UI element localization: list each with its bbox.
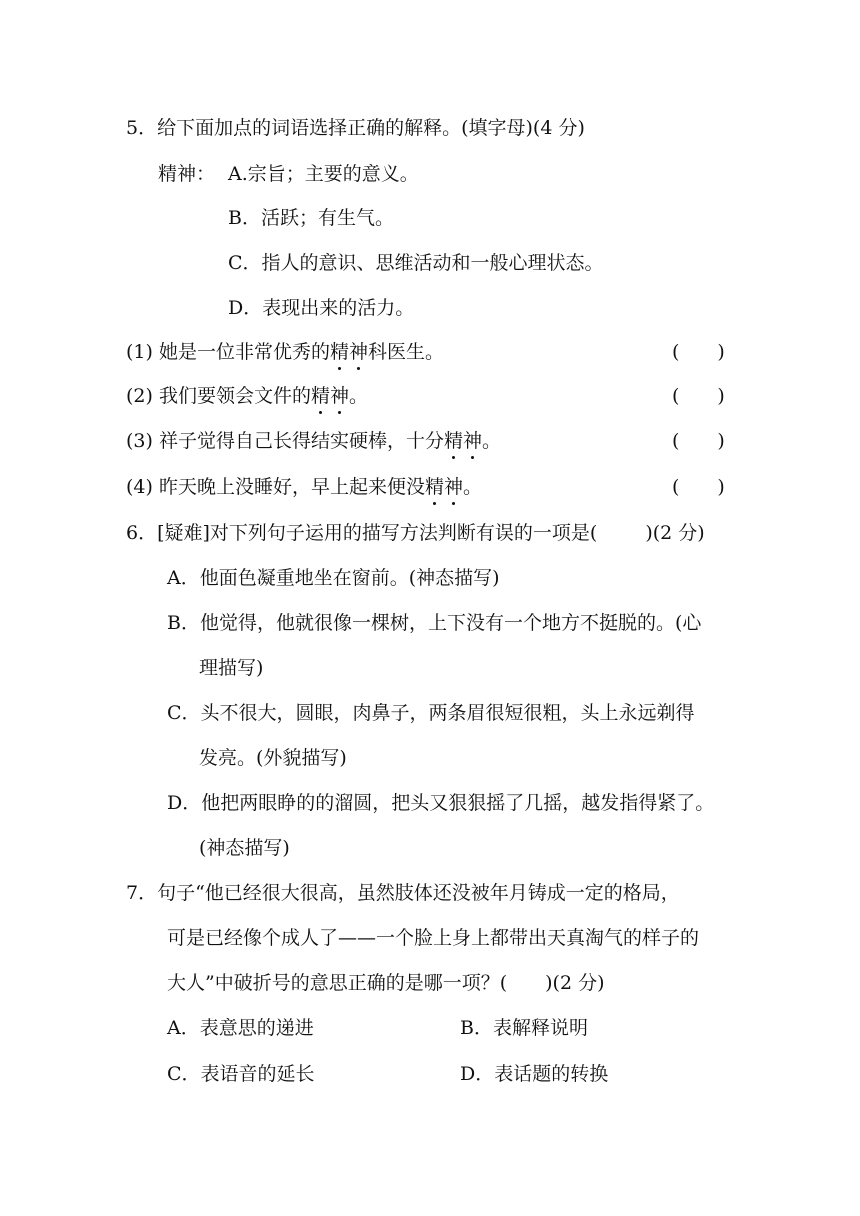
q5-item-4-post: 。 bbox=[463, 476, 483, 498]
q5-item-4-answer-blank: ( ) bbox=[672, 476, 725, 498]
q5-item-4 bbox=[126, 475, 482, 499]
q5-item-3-answer-blank: ( ) bbox=[672, 430, 725, 452]
q6-option-d: D．他把两眼睁的的溜圆，把头又狠狠摇了几摇，越发指得紧了。 bbox=[167, 792, 715, 814]
emphasis-char: 神 bbox=[443, 476, 463, 498]
q5-item-2-answer-blank: ( ) bbox=[672, 385, 725, 407]
emphasis-char: 精 bbox=[329, 341, 349, 363]
q5-item-2-post: 。 bbox=[349, 385, 369, 407]
emphasis-char: 精 bbox=[310, 385, 330, 407]
emphasis-char: 神 bbox=[348, 341, 368, 363]
q5-item-3 bbox=[126, 429, 501, 453]
q5-item-1-dotted bbox=[330, 341, 368, 363]
q5-item-2-dotted bbox=[311, 385, 349, 407]
q5-item-4-dotted bbox=[425, 476, 463, 498]
q5-item-1-pre: (1) 她是一位非常优秀的 bbox=[126, 341, 330, 363]
q5-item-2 bbox=[126, 384, 368, 408]
emphasis-char: 神 bbox=[462, 430, 482, 452]
q6-option-a: A．他面色凝重地坐在窗前。(神态描写) bbox=[167, 567, 500, 589]
q7-option-c: C．表语音的延长 bbox=[167, 1063, 315, 1085]
q5-stem: 5．给下面加点的词语选择正确的解释。(填字母)(4 分) bbox=[126, 117, 585, 139]
q6-option-c-cont: 发亮。(外貌描写) bbox=[199, 747, 347, 769]
emphasis-char: 精 bbox=[443, 430, 463, 452]
emphasis-char: 精 bbox=[424, 476, 444, 498]
q7-option-a: A．表意思的递进 bbox=[167, 1017, 314, 1039]
q5-item-3-dotted bbox=[444, 430, 482, 452]
q6-option-d-cont: (神态描写) bbox=[199, 837, 290, 859]
q6-stem-pre: 6．[疑难]对下列句子运用的描写方法判断有误的一项是( bbox=[126, 522, 598, 544]
q7-stem-line-3: 大人”中破折号的意思正确的是哪一项？( )(2 分) bbox=[167, 972, 605, 994]
q6-stem-post: )(2 分) bbox=[645, 522, 705, 544]
q5-item-2-pre: (2) 我们要领会文件的 bbox=[126, 385, 311, 407]
q5-option-b: B．活跃；有生气。 bbox=[228, 207, 394, 229]
q5-option-a: A.宗旨；主要的意义。 bbox=[228, 163, 419, 185]
q5-item-3-pre: (3) 祥子觉得自己长得结实硬棒，十分 bbox=[126, 430, 444, 452]
q7-stem-line-2: 可是已经像个成人了——一个脸上身上都带出天真淘气的样子的 bbox=[167, 927, 700, 949]
q5-option-c: C．指人的意识、思维活动和一般心理状态。 bbox=[228, 252, 604, 274]
q5-option-d: D．表现出来的活力。 bbox=[228, 297, 415, 319]
q6-stem bbox=[126, 521, 705, 545]
q7-stem-line-1: 7．句子“他已经很大很高，虽然肢体还没被年月铸成一定的格局， bbox=[126, 882, 680, 904]
q5-term: 精神： bbox=[158, 163, 216, 185]
q6-option-b-cont: 理描写) bbox=[199, 657, 264, 679]
q6-option-c: C．头不很大，圆眼，肉鼻子，两条眉很短很粗，头上永远剃得 bbox=[167, 702, 695, 724]
q5-item-1 bbox=[126, 340, 444, 364]
q5-item-3-post: 。 bbox=[482, 430, 502, 452]
q7-option-b: B．表解释说明 bbox=[460, 1017, 588, 1039]
q5-item-4-pre: (4) 昨天晚上没睡好，早上起来便没 bbox=[126, 476, 425, 498]
q6-option-b: B．他觉得，他就很像一棵树，上下没有一个地方不挺脱的。(心 bbox=[167, 612, 702, 634]
emphasis-char: 神 bbox=[329, 385, 349, 407]
q5-item-1-post: 科医生。 bbox=[368, 341, 445, 363]
q7-option-d: D．表话题的转换 bbox=[460, 1063, 609, 1085]
q5-item-1-answer-blank: ( ) bbox=[672, 341, 725, 363]
